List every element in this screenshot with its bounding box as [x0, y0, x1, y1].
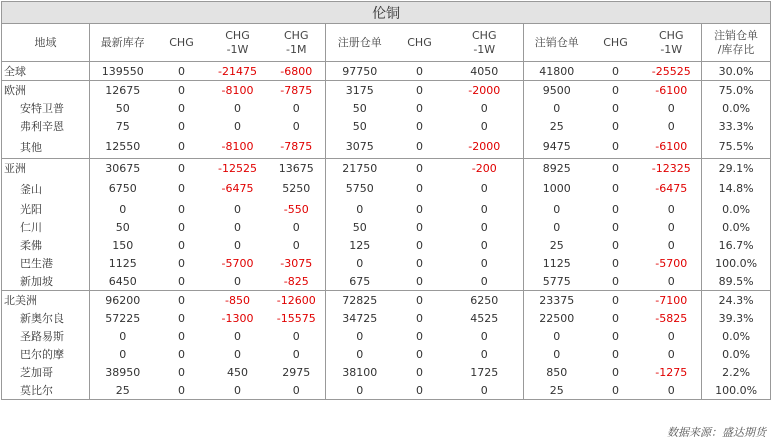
value-cell: 29.1% — [702, 159, 771, 178]
value-cell: -5825 — [655, 311, 688, 325]
value-cell: 1000 — [524, 177, 590, 200]
table-row — [2, 345, 771, 363]
value-cell: 0 — [326, 345, 394, 363]
value-cell: 0 — [480, 202, 488, 216]
table-row — [2, 327, 771, 345]
value-cell: 0 — [524, 218, 590, 236]
value-cell: 0 — [590, 159, 642, 178]
value-cell: 72825 — [326, 291, 394, 310]
value-cell: 0 — [178, 182, 185, 195]
value-cell: -21475 — [208, 62, 268, 81]
value-cell: 0 — [590, 62, 642, 81]
region-cell: 北美洲 — [2, 291, 90, 310]
value-cell: 14.8% — [702, 177, 771, 200]
value-cell: 675 — [326, 272, 394, 291]
value-cell: 0 — [292, 119, 300, 133]
value-cell: 5750 — [326, 177, 394, 200]
value-cell: 0 — [292, 329, 300, 343]
value-cell: 0 — [667, 329, 675, 343]
value-cell: -1275 — [655, 365, 688, 379]
value-cell: 0 — [612, 311, 619, 325]
value-cell: 0 — [642, 381, 702, 400]
value-cell: 0 — [394, 81, 446, 100]
value-cell: 0 — [416, 182, 423, 195]
value-cell: 0 — [268, 381, 326, 400]
value-cell: 0 — [156, 291, 208, 310]
value-cell: 1125 — [90, 254, 156, 272]
value-cell: 1125 — [524, 254, 590, 272]
value-cell: 0 — [524, 99, 590, 117]
value-cell: 30675 — [90, 159, 156, 178]
value-cell: 12675 — [90, 81, 156, 100]
column-header: CHG -1W — [208, 24, 268, 62]
value-cell: 57225 — [90, 309, 156, 327]
region-cell: 安特卫普 — [2, 99, 90, 117]
value-cell: 0 — [416, 101, 423, 115]
value-cell: 0 — [234, 119, 241, 133]
column-header: CHG -1W — [642, 24, 702, 62]
value-cell: 25 — [524, 381, 590, 400]
table-row — [2, 309, 771, 327]
value-cell: 0 — [667, 238, 675, 252]
region-cell: 其他 — [2, 135, 90, 159]
value-cell: 0 — [416, 329, 423, 343]
value-cell: 0 — [178, 220, 185, 234]
value-cell: 5250 — [282, 182, 311, 195]
value-cell: 2.2% — [702, 363, 771, 381]
value-cell: -6475 — [655, 182, 688, 195]
value-cell: 100.0% — [702, 381, 771, 400]
value-cell: 0 — [178, 329, 185, 343]
value-cell: 0 — [524, 200, 590, 218]
value-cell: 0 — [667, 274, 675, 288]
value-cell: 0 — [416, 274, 423, 288]
value-cell: -5700 — [655, 256, 688, 270]
table-row — [2, 254, 771, 272]
value-cell: 22500 — [524, 309, 590, 327]
value-cell: 0 — [480, 101, 488, 115]
value-cell: 0 — [416, 238, 423, 252]
value-cell: -6100 — [642, 81, 702, 100]
value-cell: 0 — [416, 311, 423, 325]
value-cell: 34725 — [326, 309, 394, 327]
table-row — [2, 177, 771, 200]
value-cell: -7100 — [642, 291, 702, 310]
column-header: 最新库存 — [90, 24, 156, 62]
value-cell: 0 — [90, 345, 156, 363]
value-cell: 0 — [394, 291, 446, 310]
column-header: CHG — [394, 24, 446, 62]
table-row — [2, 218, 771, 236]
table-row — [2, 117, 771, 135]
value-cell: 0 — [90, 200, 156, 218]
value-cell: 0 — [612, 365, 619, 379]
value-cell: 75 — [90, 117, 156, 135]
value-cell: 96200 — [90, 291, 156, 310]
value-cell: 4050 — [446, 62, 524, 81]
value-cell: 0 — [326, 200, 394, 218]
value-cell: 23375 — [524, 291, 590, 310]
value-cell: 6450 — [90, 272, 156, 291]
table-row — [2, 135, 771, 159]
value-cell: 0 — [178, 202, 185, 216]
value-cell: 25 — [90, 381, 156, 400]
value-cell: 21750 — [326, 159, 394, 178]
table-row — [2, 272, 771, 291]
value-cell: 0 — [612, 119, 619, 133]
value-cell: 0 — [292, 238, 300, 252]
table-row — [2, 381, 771, 400]
value-cell: 0 — [234, 238, 241, 252]
header-row — [2, 24, 771, 62]
value-cell: 0 — [590, 291, 642, 310]
value-cell: 0 — [234, 329, 241, 343]
region-cell: 全球 — [2, 62, 90, 81]
value-cell: -8100 — [208, 81, 268, 100]
value-cell: 0 — [480, 274, 488, 288]
column-header: CHG — [156, 24, 208, 62]
value-cell: 0 — [612, 238, 619, 252]
region-cell: 巴尔的摩 — [2, 345, 90, 363]
value-cell: 0.0% — [702, 200, 771, 218]
value-cell: 12550 — [90, 135, 156, 159]
value-cell: 0 — [480, 347, 488, 361]
value-cell: 0 — [326, 254, 394, 272]
value-cell: -850 — [208, 291, 268, 310]
value-cell: 0 — [416, 119, 423, 133]
value-cell: 0 — [394, 381, 446, 400]
value-cell: 0 — [612, 329, 619, 343]
value-cell: 5775 — [524, 272, 590, 291]
value-cell: 0 — [416, 220, 423, 234]
value-cell: -12325 — [642, 159, 702, 178]
value-cell: 0.0% — [702, 218, 771, 236]
table-body — [2, 2, 771, 400]
value-cell: 100.0% — [702, 254, 771, 272]
value-cell: 0 — [234, 202, 241, 216]
table-row — [2, 62, 771, 81]
value-cell: -15575 — [276, 311, 316, 325]
value-cell: 0 — [416, 347, 423, 361]
value-cell: 38100 — [326, 363, 394, 381]
region-cell: 釜山 — [2, 177, 90, 200]
column-header: 地域 — [2, 24, 90, 62]
value-cell: 13675 — [268, 159, 326, 178]
value-cell: 0 — [178, 365, 185, 379]
value-cell: 0 — [524, 345, 590, 363]
value-cell: 6750 — [90, 177, 156, 200]
value-cell: 0 — [178, 311, 185, 325]
value-cell: 0 — [480, 182, 488, 195]
region-cell: 柔佛 — [2, 236, 90, 254]
value-cell: 450 — [227, 365, 248, 379]
value-cell: 0 — [416, 256, 423, 270]
value-cell: 0 — [590, 381, 642, 400]
region-cell: 芝加哥 — [2, 363, 90, 381]
value-cell: 16.7% — [702, 236, 771, 254]
value-cell: -6475 — [221, 182, 254, 195]
value-cell: -8100 — [221, 140, 254, 153]
value-cell: -12600 — [268, 291, 326, 310]
value-cell: 30.0% — [702, 62, 771, 81]
value-cell: 0 — [292, 220, 300, 234]
title-row — [2, 2, 771, 24]
column-header: 注销仓单 — [524, 24, 590, 62]
value-cell: 50 — [90, 218, 156, 236]
value-cell: 0 — [667, 220, 675, 234]
value-cell: 0 — [234, 101, 241, 115]
column-header: CHG — [590, 24, 642, 62]
value-cell: 39.3% — [702, 309, 771, 327]
region-cell: 欧洲 — [2, 81, 90, 100]
value-cell: 0 — [156, 62, 208, 81]
value-cell: 0 — [90, 327, 156, 345]
data-source-note: 数据来源：盛达期货 — [667, 426, 766, 439]
region-cell: 圣路易斯 — [2, 327, 90, 345]
value-cell: -825 — [283, 274, 309, 288]
value-cell: 25 — [524, 236, 590, 254]
value-cell: 0 — [178, 101, 185, 115]
value-cell: 0 — [178, 274, 185, 288]
region-cell: 莫比尔 — [2, 381, 90, 400]
value-cell: -1300 — [221, 311, 254, 325]
value-cell: 0 — [480, 238, 488, 252]
table-row — [2, 200, 771, 218]
value-cell: 89.5% — [702, 272, 771, 291]
value-cell: 41800 — [524, 62, 590, 81]
value-cell: 0 — [612, 347, 619, 361]
value-cell: 0.0% — [702, 345, 771, 363]
table-row — [2, 363, 771, 381]
value-cell: 0 — [416, 365, 423, 379]
value-cell: 50 — [326, 117, 394, 135]
value-cell: 0 — [292, 347, 300, 361]
value-cell: 9500 — [524, 81, 590, 100]
region-cell: 亚洲 — [2, 159, 90, 178]
value-cell: 4525 — [470, 311, 499, 325]
value-cell: 0.0% — [702, 99, 771, 117]
value-cell: 2975 — [282, 365, 311, 379]
column-header: CHG -1W — [446, 24, 524, 62]
value-cell: 0 — [156, 159, 208, 178]
value-cell: 3075 — [326, 135, 394, 159]
value-cell: 38950 — [90, 363, 156, 381]
value-cell: 0 — [178, 347, 185, 361]
value-cell: 0 — [667, 101, 675, 115]
value-cell: 33.3% — [702, 117, 771, 135]
value-cell: -6100 — [655, 140, 688, 153]
copper-inventory-table — [1, 1, 771, 400]
value-cell: 850 — [524, 363, 590, 381]
value-cell: 0 — [156, 81, 208, 100]
value-cell: 0 — [234, 220, 241, 234]
value-cell: 0 — [416, 202, 423, 216]
value-cell: 97750 — [326, 62, 394, 81]
value-cell: -200 — [446, 159, 524, 178]
column-header: 注销仓单 /库存比 — [702, 24, 771, 62]
value-cell: -550 — [283, 202, 309, 216]
value-cell: -2000 — [446, 81, 524, 100]
value-cell: 0 — [416, 140, 423, 153]
value-cell: 0 — [292, 101, 300, 115]
value-cell: 0 — [326, 327, 394, 345]
value-cell: -3075 — [280, 256, 313, 270]
value-cell: 0 — [178, 140, 185, 153]
value-cell: 0 — [612, 256, 619, 270]
region-cell: 光阳 — [2, 200, 90, 218]
value-cell: 50 — [326, 99, 394, 117]
value-cell: -6800 — [268, 62, 326, 81]
value-cell: 0 — [612, 274, 619, 288]
value-cell: 75.5% — [702, 135, 771, 159]
value-cell: 3175 — [326, 81, 394, 100]
value-cell: 9475 — [524, 135, 590, 159]
value-cell: 0 — [480, 220, 488, 234]
value-cell: 0 — [178, 238, 185, 252]
value-cell: 0 — [234, 347, 241, 361]
value-cell: -12525 — [208, 159, 268, 178]
value-cell: 24.3% — [702, 291, 771, 310]
value-cell: 0 — [612, 101, 619, 115]
value-cell: 125 — [326, 236, 394, 254]
value-cell: 0.0% — [702, 327, 771, 345]
table-row — [2, 291, 771, 310]
value-cell: 0 — [446, 381, 524, 400]
value-cell: -5700 — [221, 256, 254, 270]
value-cell: 25 — [524, 117, 590, 135]
column-header: 注册仓单 — [326, 24, 394, 62]
value-cell: 0 — [667, 202, 675, 216]
table-row — [2, 236, 771, 254]
region-cell: 新加坡 — [2, 272, 90, 291]
value-cell: 1725 — [470, 365, 499, 379]
table-row — [2, 99, 771, 117]
region-cell: 仁川 — [2, 218, 90, 236]
value-cell: 0 — [480, 119, 488, 133]
value-cell: 0 — [394, 62, 446, 81]
column-header: CHG -1M — [268, 24, 326, 62]
value-cell: 0 — [612, 140, 619, 153]
value-cell: 0 — [326, 381, 394, 400]
value-cell: 0 — [234, 274, 241, 288]
table-row — [2, 81, 771, 100]
value-cell: 0 — [178, 119, 185, 133]
value-cell: 50 — [326, 218, 394, 236]
value-cell: -2000 — [468, 140, 501, 153]
value-cell: 0 — [178, 256, 185, 270]
value-cell: -7875 — [280, 140, 313, 153]
value-cell: 8925 — [524, 159, 590, 178]
value-cell: 50 — [90, 99, 156, 117]
value-cell: 150 — [90, 236, 156, 254]
value-cell: 0 — [480, 256, 488, 270]
value-cell: 0 — [612, 220, 619, 234]
value-cell: 0 — [480, 329, 488, 343]
table-title: 伦铜 — [2, 2, 771, 24]
value-cell: 0 — [667, 347, 675, 361]
value-cell: 0 — [590, 81, 642, 100]
value-cell: 0 — [208, 381, 268, 400]
region-cell: 新奥尔良 — [2, 309, 90, 327]
region-cell: 巴生港 — [2, 254, 90, 272]
value-cell: 0 — [394, 159, 446, 178]
value-cell: 75.0% — [702, 81, 771, 100]
value-cell: 6250 — [446, 291, 524, 310]
value-cell: 0 — [524, 327, 590, 345]
value-cell: 0 — [156, 381, 208, 400]
value-cell: -25525 — [642, 62, 702, 81]
value-cell: 0 — [612, 202, 619, 216]
value-cell: 139550 — [90, 62, 156, 81]
table-row — [2, 159, 771, 178]
region-cell: 弗利辛恩 — [2, 117, 90, 135]
value-cell: 0 — [612, 182, 619, 195]
value-cell: 0 — [667, 119, 675, 133]
value-cell: -7875 — [268, 81, 326, 100]
